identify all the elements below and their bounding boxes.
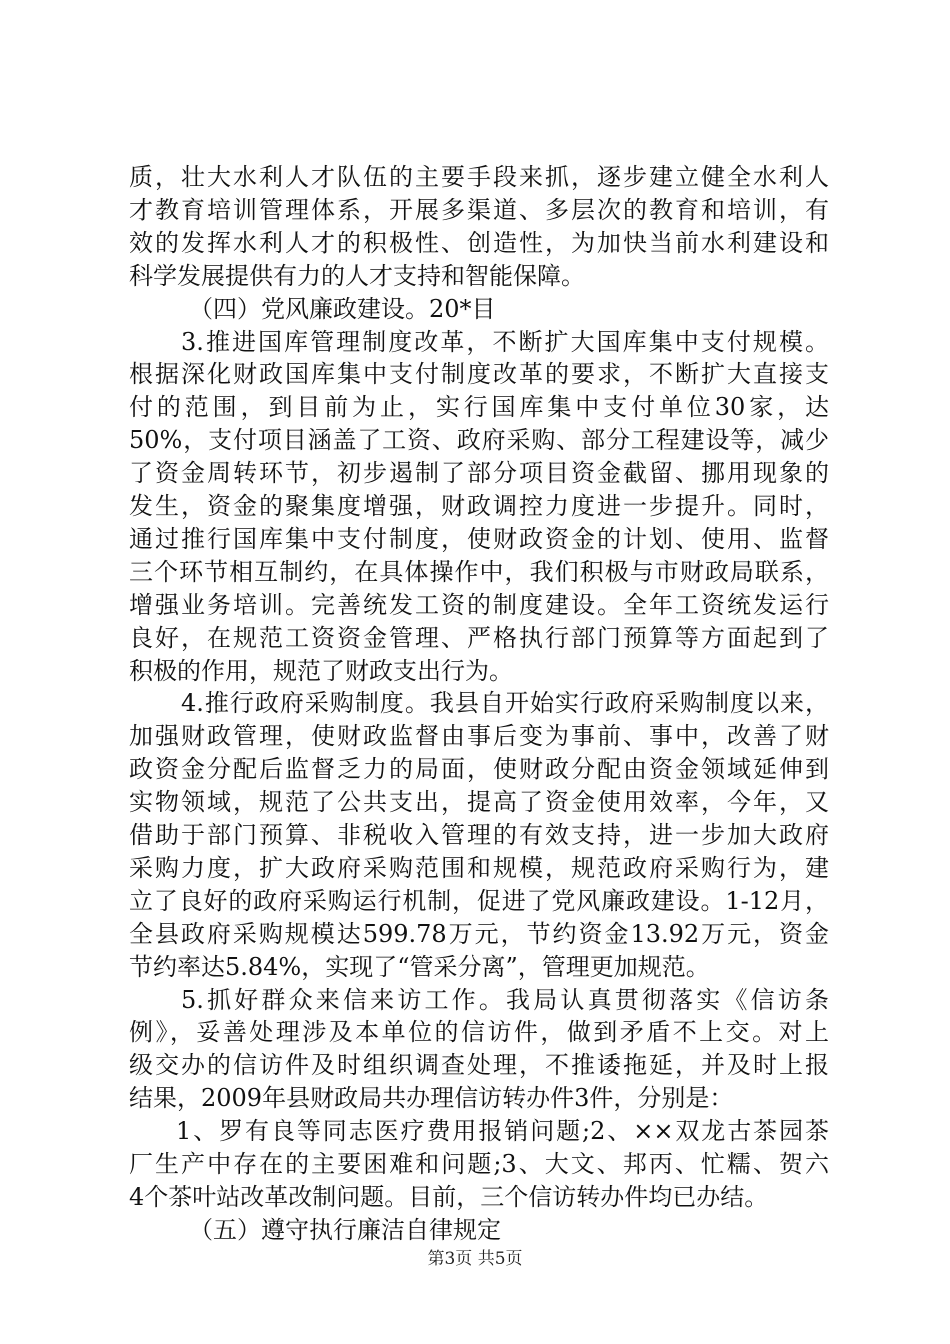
- text-line: 根据深化财政国库集中支付制度改革的要求，不断扩大直接支: [129, 360, 829, 389]
- page-footer: [0, 1247, 950, 1271]
- text-line: 采购力度，扩大政府采购范围和规模，规范政府采购行为，建: [129, 853, 829, 882]
- text-line: 才教育培训管理体系，开展多渠道、多层次的教育和培训，有: [129, 195, 829, 224]
- text-line: 加强财政管理，使财政监督由事后变为事前、事中，改善了财: [129, 722, 829, 751]
- text-line: 了资金周转环节，初步遏制了部分项目资金截留、挪用现象的: [129, 459, 829, 488]
- text-line: 质，壮大水利人才队伍的主要手段来抓，逐步建立健全水利人: [129, 163, 829, 191]
- text-line: 结果，2009年县财政局共办理信访转办件3件，分别是：: [129, 1084, 734, 1113]
- text-line: 通过推行国库集中支付制度，使财政资金的计划、使用、监督: [129, 524, 829, 553]
- paragraph-start: 1、罗有良等同志医疗费用报销问题;2、××双龙古茶园茶: [176, 1117, 829, 1146]
- text-line: 全县政府采购规模达599.78万元，节约资金13.92万元，资金: [129, 919, 829, 948]
- text-line: 厂生产中存在的主要困难和问题;3、大文、邦丙、忙糯、贺六: [129, 1150, 829, 1178]
- section-heading: （五）遵守执行廉洁自律规定: [189, 1215, 501, 1244]
- text-line: 良好，在规范工资资金管理、严格执行部门预算等方面起到了: [129, 623, 829, 652]
- text-line: 50%，支付项目涵盖了工资、政府采购、部分工程建设等，减少: [129, 426, 829, 455]
- paragraph-start: 5.抓好群众来信来访工作。我局认真贯彻落实《信访条: [181, 985, 829, 1014]
- paragraph-start: 3.推进国库管理制度改革，不断扩大国库集中支付规模。: [181, 327, 829, 356]
- text-line: 节约率达5.84%，实现了“管采分离”，管理更加规范。: [129, 952, 710, 981]
- text-line: 效的发挥水利人才的积极性、创造性，为加快当前水利建设和: [129, 228, 829, 257]
- text-line: 科学发展提供有力的人才支持和智能保障。: [129, 261, 585, 290]
- text-line: 发生，资金的聚集度增强，财政调控力度进一步提升。同时，: [129, 492, 829, 520]
- text-line: 积极的作用，规范了财政支出行为。: [129, 656, 513, 685]
- text-line: 借助于部门预算、非税收入管理的有效支持，进一步加大政府: [129, 821, 829, 849]
- section-heading: （四）党风廉政建设。20*目: [189, 294, 496, 323]
- text-line: 例》，妥善处理涉及本单位的信访件，做到矛盾不上交。对上: [129, 1018, 829, 1047]
- text-line: 级交办的信访件及时组织调查处理，不推诿拖延，并及时上报: [129, 1051, 829, 1080]
- paragraph-start: 4.推行政府采购制度。我县自开始实行政府采购制度以来，: [181, 689, 829, 718]
- page-number-label: 第3页 共5页: [427, 1249, 523, 1269]
- text-line: 付的范围，到目前为止，实行国库集中支付单位30家，达: [129, 393, 829, 422]
- text-line: 立了良好的政府采购运行机制，促进了党风廉政建设。1-12月，: [129, 886, 829, 915]
- text-line: 增强业务培训。完善统发工资的制度建设。全年工资统发运行: [129, 590, 829, 619]
- text-line: 4个茶叶站改革改制问题。目前，三个信访转办件均已办结。: [129, 1182, 769, 1211]
- text-line: 政资金分配后监督乏力的局面，使财政分配由资金领域延伸到: [129, 755, 829, 784]
- text-line: 实物领域，规范了公共支出，提高了资金使用效率，今年，又: [129, 788, 829, 817]
- text-line: 三个环节相互制约，在具体操作中，我们积极与市财政局联系，: [129, 557, 829, 586]
